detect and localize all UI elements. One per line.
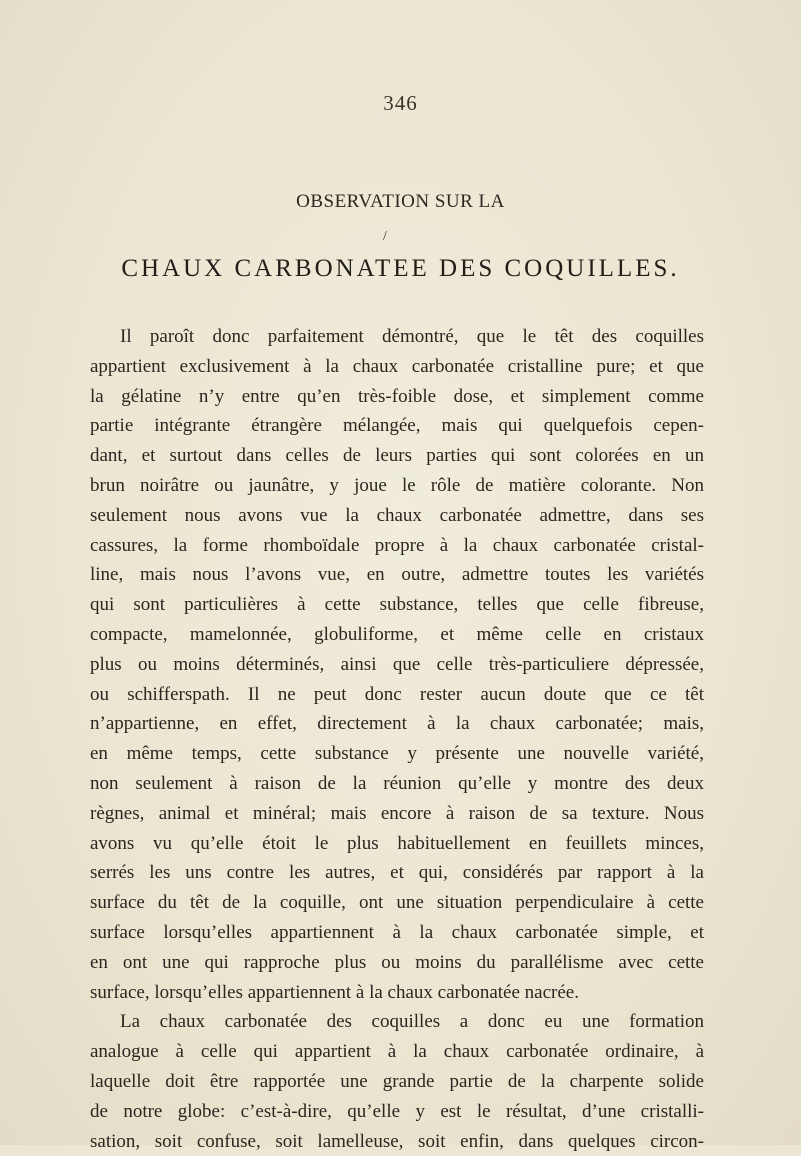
text-line: seulement nous avons vue la chaux carbonatée admettre, dans ses — [90, 504, 704, 526]
text-line: Il paroît donc parfaitement démontré, que le têt des coquilles — [120, 326, 704, 347]
accent-mark: / — [383, 229, 387, 244]
text-line: avons vu qu’elle étoit le plus habituellement en feuillets minces, — [90, 832, 704, 854]
page-title: CHAUX CARBONATEE DES COQUILLES. — [121, 255, 680, 282]
text-line: brun noirâtre ou jaunâtre, y joue le rôle de matière colorante. Non — [90, 474, 704, 496]
body-text — [90, 322, 704, 1156]
text-line: la gélatine n’y entre qu’en très-foible dose, et simplement comme — [90, 385, 704, 407]
text-line: dant, et surtout dans celles de leurs parties qui sont colorées en un — [90, 445, 704, 467]
text-line: surface du têt de la coquille, ont une situation perpendiculaire à cette — [90, 892, 704, 914]
text-line: en ont une qui rapproche plus ou moins du parallélisme avec cette — [90, 951, 704, 973]
text-line: non seulement à raison de la réunion qu’elle y montre des deux — [90, 772, 704, 794]
text-line: appartient exclusivement à la chaux carbonatée cristalline pure; et que — [90, 355, 704, 377]
text-line: serrés les uns contre les autres, et qui, considérés par rapport à la — [90, 862, 704, 884]
text-line: plus ou moins déterminés, ainsi que celle très-particuliere dépressée, — [90, 653, 704, 675]
text-line: cassures, la forme rhomboïdale propre à la chaux carbonatée cristal- — [90, 534, 704, 556]
page-number: 346 — [383, 91, 418, 115]
text-line: ou schifferspath. Il ne peut donc rester aucun doute que ce têt — [90, 683, 704, 705]
text-line: surface, lorsqu’elles appartiennent à la chaux carbonatée nacrée. — [90, 981, 579, 1003]
text-line: La chaux carbonatée des coquilles a donc eu une formation — [120, 1011, 704, 1033]
text-line: en même temps, cette substance y présente une nouvelle variété, — [90, 743, 704, 765]
text-line: n’appartienne, en effet, directement à la chaux carbonatée; mais, — [90, 713, 704, 735]
text-line: partie intégrante étrangère mélangée, mais qui quelquefois cepen- — [90, 415, 704, 437]
text-line: compacte, mamelonnée, globuliforme, et même celle en cristaux — [90, 623, 704, 645]
text-line: line, mais nous l’avons vue, en outre, admettre toutes les variétés — [90, 564, 704, 586]
text-line: sation, soit confuse, soit lamelleuse, soit enfin, dans quelques circon- — [90, 1130, 704, 1152]
text-line: analogue à celle qui appartient à la chaux carbonatée ordinaire, à — [90, 1041, 704, 1063]
text-line: de notre globe: c’est-à-dire, qu’elle y est le résultat, d’une cristalli- — [90, 1100, 704, 1122]
text-line: règnes, animal et minéral; mais encore à raison de sa texture. Nous — [90, 802, 704, 824]
text-line: laquelle doit être rapportée une grande partie de la charpente solide — [90, 1070, 704, 1092]
heading-observation: OBSERVATION SUR LA — [296, 191, 505, 212]
text-line: qui sont particulières à cette substance, telles que celle fibreuse, — [90, 594, 704, 616]
text-line: surface lorsqu’elles appartiennent à la chaux carbonatée simple, et — [90, 921, 704, 943]
